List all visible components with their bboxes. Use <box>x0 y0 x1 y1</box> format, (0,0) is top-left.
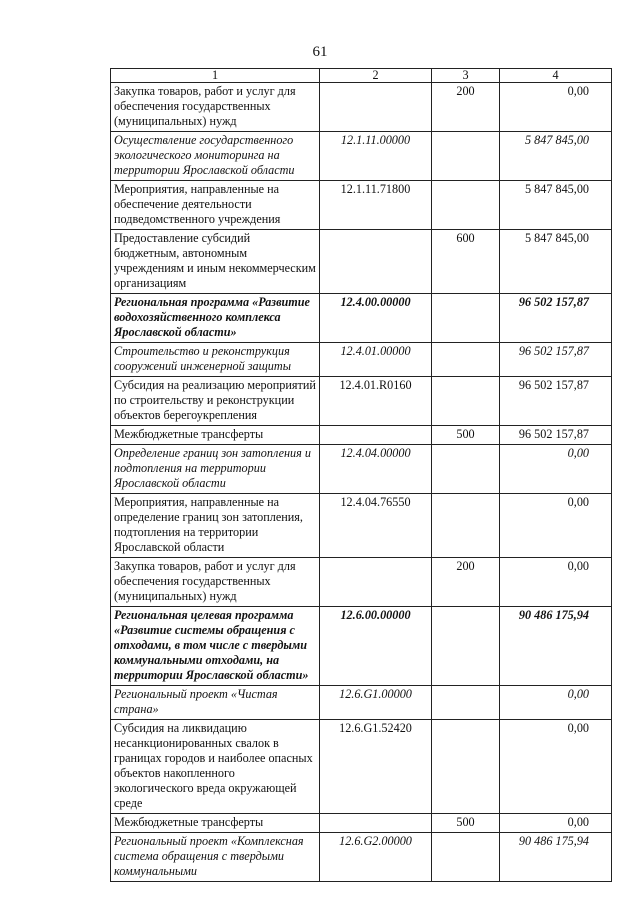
header-col-2: 2 <box>320 69 432 83</box>
row-kvr-cell: 200 <box>432 83 500 132</box>
row-amount-cell: 5 847 845,00 <box>500 132 612 181</box>
row-name-cell: Строительство и реконструкция сооружений инженерной защиты <box>111 343 320 377</box>
table-header-row <box>111 69 612 83</box>
row-code-cell: 12.4.00.00000 <box>320 294 432 343</box>
row-code-cell: 12.4.04.76550 <box>320 494 432 558</box>
row-code-cell: 12.4.01.R0160 <box>320 377 432 426</box>
row-code-cell: 12.4.04.00000 <box>320 445 432 494</box>
row-amount-cell: 90 486 175,94 <box>500 833 612 882</box>
row-name-cell: Региональный проект «Чистая страна» <box>111 686 320 720</box>
row-name-cell: Региональный проект «Комплексная система обращения с твердыми коммунальными <box>111 833 320 882</box>
row-code-cell <box>320 83 432 132</box>
row-code-cell: 12.6.G1.52420 <box>320 720 432 814</box>
row-amount-cell: 0,00 <box>500 83 612 132</box>
row-amount-cell: 90 486 175,94 <box>500 607 612 686</box>
row-amount-cell: 0,00 <box>500 445 612 494</box>
row-amount-cell: 0,00 <box>500 686 612 720</box>
row-kvr-cell <box>432 445 500 494</box>
row-name-cell: Межбюджетные трансферты <box>111 426 320 445</box>
table-row <box>111 558 612 607</box>
row-code-cell: 12.6.G1.00000 <box>320 686 432 720</box>
row-kvr-cell <box>432 343 500 377</box>
row-kvr-cell <box>432 833 500 882</box>
row-kvr-cell <box>432 607 500 686</box>
row-name-cell: Субсидия на ликвидацию несанкционированных свалок в границах городов и наиболее опасных объектов накопленного экологического вреда окружающей среде <box>111 720 320 814</box>
table-row <box>111 833 612 882</box>
table-row <box>111 343 612 377</box>
table-row <box>111 230 612 294</box>
row-name-cell: Региональная программа «Развитие водохозяйственного комплекса Ярославской области» <box>111 294 320 343</box>
row-kvr-cell <box>432 720 500 814</box>
row-code-cell: 12.1.11.00000 <box>320 132 432 181</box>
row-code-cell: 12.6.00.00000 <box>320 607 432 686</box>
row-code-cell <box>320 426 432 445</box>
row-name-cell: Мероприятия, направленные на обеспечение деятельности подведомственного учреждения <box>111 181 320 230</box>
budget-table <box>110 68 612 882</box>
row-kvr-cell <box>432 181 500 230</box>
row-amount-cell: 96 502 157,87 <box>500 343 612 377</box>
row-amount-cell: 0,00 <box>500 558 612 607</box>
row-name-cell: Межбюджетные трансферты <box>111 814 320 833</box>
row-code-cell: 12.4.01.00000 <box>320 343 432 377</box>
row-amount-cell: 5 847 845,00 <box>500 181 612 230</box>
row-kvr-cell: 200 <box>432 558 500 607</box>
row-kvr-cell: 500 <box>432 814 500 833</box>
table-row <box>111 426 612 445</box>
table-row <box>111 294 612 343</box>
header-col-3: 3 <box>432 69 500 83</box>
row-amount-cell: 96 502 157,87 <box>500 294 612 343</box>
row-code-cell <box>320 230 432 294</box>
table-row <box>111 720 612 814</box>
row-name-cell: Региональная целевая программа «Развитие системы обращения с отходами, в том числе с твердыми коммунальными отходами, на территории Ярославской области» <box>111 607 320 686</box>
row-kvr-cell <box>432 132 500 181</box>
table-row <box>111 686 612 720</box>
page-number: 61 <box>312 44 328 60</box>
row-amount-cell: 5 847 845,00 <box>500 230 612 294</box>
row-kvr-cell: 600 <box>432 230 500 294</box>
row-name-cell: Предоставление субсидий бюджетным, автономным учреждениям и иным некоммерческим организациям <box>111 230 320 294</box>
header-col-1: 1 <box>111 69 320 83</box>
row-kvr-cell <box>432 294 500 343</box>
table-row <box>111 814 612 833</box>
table-row <box>111 83 612 132</box>
table-row <box>111 132 612 181</box>
table-row <box>111 377 612 426</box>
row-code-cell: 12.6.G2.00000 <box>320 833 432 882</box>
table-row <box>111 494 612 558</box>
row-name-cell: Закупка товаров, работ и услуг для обеспечения государственных (муниципальных) нужд <box>111 558 320 607</box>
row-code-cell: 12.1.11.71800 <box>320 181 432 230</box>
row-kvr-cell <box>432 377 500 426</box>
row-amount-cell: 0,00 <box>500 494 612 558</box>
row-amount-cell: 96 502 157,87 <box>500 426 612 445</box>
row-code-cell <box>320 814 432 833</box>
table-row <box>111 445 612 494</box>
row-name-cell: Субсидия на реализацию мероприятий по строительству и реконструкции объектов берегоукрепления <box>111 377 320 426</box>
row-name-cell: Закупка товаров, работ и услуг для обеспечения государственных (муниципальных) нужд <box>111 83 320 132</box>
table-row <box>111 607 612 686</box>
row-amount-cell: 0,00 <box>500 720 612 814</box>
row-name-cell: Мероприятия, направленные на определение границ зон затопления, подтопления на территории Ярославской области <box>111 494 320 558</box>
header-col-4: 4 <box>500 69 612 83</box>
row-amount-cell: 0,00 <box>500 814 612 833</box>
table-row <box>111 181 612 230</box>
row-name-cell: Осуществление государственного экологического мониторинга на территории Ярославской области <box>111 132 320 181</box>
row-name-cell: Определение границ зон затопления и подтопления на территории Ярославской области <box>111 445 320 494</box>
row-kvr-cell <box>432 686 500 720</box>
row-kvr-cell <box>432 494 500 558</box>
row-amount-cell: 96 502 157,87 <box>500 377 612 426</box>
row-code-cell <box>320 558 432 607</box>
row-kvr-cell: 500 <box>432 426 500 445</box>
